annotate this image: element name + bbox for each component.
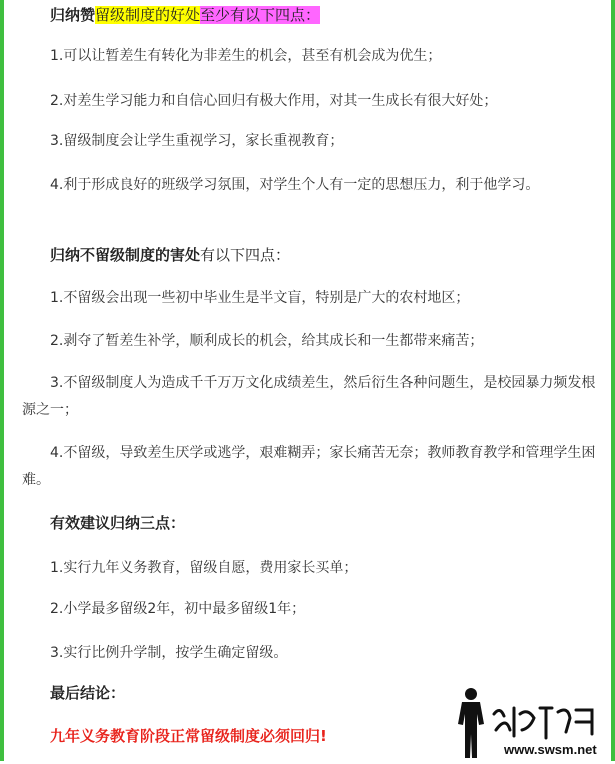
section3-heading: 有效建议归纳三点： bbox=[50, 514, 186, 532]
section2-heading-bold: 归纳不留级制度的害处 bbox=[50, 246, 201, 264]
section3-item-1: 1.实行九年义务教育，留级自愿，费用家长买单； bbox=[50, 560, 358, 576]
section1-item-2: 2.对差生学习能力和自信心回归有极大作用，对其一生成长有很大好处； bbox=[50, 93, 498, 109]
section3-item-2: 2.小学最多留级2年，初中最多留级1年； bbox=[50, 601, 306, 617]
section1-heading-highlight: 留级制度的好处 bbox=[95, 6, 201, 24]
final-heading: 最后结论： bbox=[50, 684, 126, 702]
section1-heading bbox=[50, 4, 320, 25]
section1-item-4: 4.利于形成良好的班级学习氛围，对学生个人有一定的思想压力，利于他学习。 bbox=[50, 177, 540, 193]
section3-item-3: 3.实行比例升学制，按学生确定留级。 bbox=[50, 645, 288, 661]
final-conclusion: 九年义务教育阶段正常留级制度必须回归! bbox=[50, 727, 327, 745]
section1-heading-prefix: 归纳赞 bbox=[50, 6, 96, 24]
site-watermark-logo bbox=[444, 684, 615, 760]
section2-item-1: 1.不留级会出现一些初中毕业生是半文盲，特别是广大的农村地区； bbox=[50, 290, 470, 306]
watermark-site-name bbox=[494, 700, 499, 701]
section2-item-3: 3.不留级制度人为造成千千万万文化成绩差生，然后衍生各种问题生，是校园暴力频发根源之一； bbox=[22, 375, 596, 418]
section2-heading-normal: 有以下四点： bbox=[200, 246, 291, 264]
section1-item-3: 3.留级制度会让学生重视学习，家长重视教育； bbox=[50, 133, 344, 149]
watermark-url: www.swsm.net bbox=[504, 742, 597, 757]
section2-item-4: 4.不留级，导致差生厌学或逃学，艰难糊弄；家长痛苦无奈；教师教育教学和管理学生困难。 bbox=[22, 445, 596, 488]
section1-heading-suffix: 至少有以下四点： bbox=[200, 6, 321, 24]
section1-item-1: 1.可以让暂差生有转化为非差生的机会，甚至有机会成为优生； bbox=[50, 48, 442, 64]
section2-item-2: 2.剥夺了暂差生补学，顺利成长的机会，给其成长和一生都带来痛苦； bbox=[50, 333, 484, 349]
section2-heading bbox=[50, 244, 290, 265]
